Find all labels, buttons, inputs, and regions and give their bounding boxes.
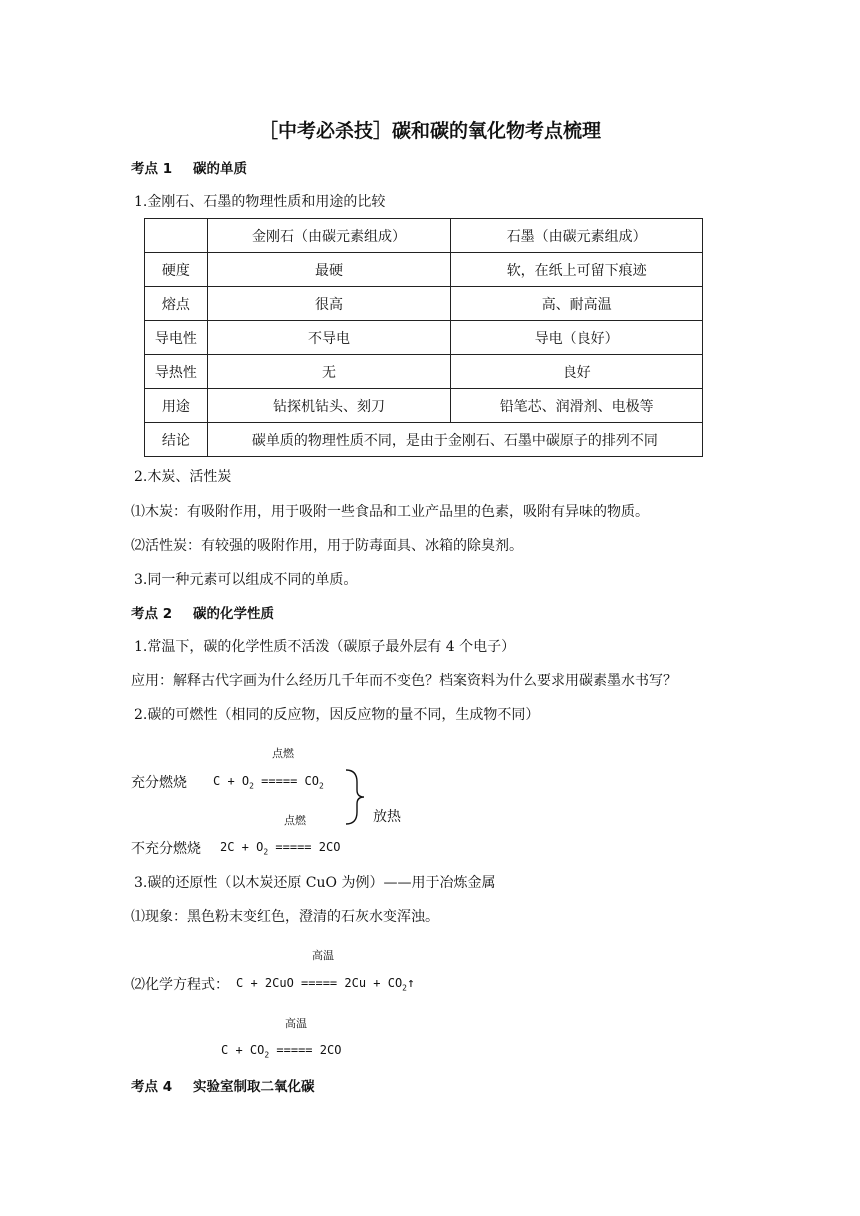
equation-label: ⑵化学方程式： <box>131 977 229 993</box>
table-cell: 最硬 <box>207 253 451 287</box>
equation-label: 充分燃烧 <box>131 775 187 791</box>
gas-arrow-icon: ↑ <box>407 976 415 991</box>
table-row <box>145 287 703 321</box>
table-row-conclusion <box>145 423 703 457</box>
section-number: 考点 4 <box>131 1079 173 1095</box>
section-number: 考点 1 <box>131 161 173 177</box>
table-row <box>145 389 703 423</box>
table-cell: 钻探机钻头、刻刀 <box>207 389 451 423</box>
table-row <box>145 253 703 287</box>
table-row <box>145 321 703 355</box>
table-cell: 导电（良好） <box>451 321 703 355</box>
table-header-cell: 石墨（由碳元素组成） <box>451 219 703 253</box>
equation-incomplete-combustion <box>220 840 340 856</box>
equation-part: C + O <box>213 774 250 788</box>
reaction-condition: 点燃 <box>284 814 306 827</box>
page-title: ［中考必杀技］碳和碳的氧化物考点梳理 <box>258 120 601 142</box>
section-label: 实验室制取二氧化碳 <box>193 1079 315 1095</box>
equation-part: ===== CO <box>253 774 319 788</box>
table-cell: 导电性 <box>145 321 208 355</box>
equation-part: 2C + O <box>220 840 264 854</box>
equation-part: ===== 2CO <box>269 1043 342 1057</box>
table-cell: 熔点 <box>145 287 208 321</box>
table-cell: 良好 <box>451 355 703 389</box>
table-cell: 导热性 <box>145 355 208 389</box>
subscript: 2 <box>249 781 254 791</box>
subheading-2-2: 2.碳的可燃性（相同的反应物，因反应物的量不同，生成物不同） <box>134 707 540 723</box>
subheading-2-3: 3.碳的还原性（以木炭还原 CuO 为例）——用于冶炼金属 <box>134 875 496 891</box>
subheading-1-1: 1.金刚石、石墨的物理性质和用途的比较 <box>134 194 386 210</box>
subscript: 2 <box>318 781 324 791</box>
section-label: 碳的化学性质 <box>193 606 274 622</box>
subheading-1-3: 3.同一种元素可以组成不同的单质。 <box>134 572 358 588</box>
equation-complete-combustion <box>213 774 324 790</box>
section-number: 考点 2 <box>131 606 173 622</box>
section-heading-4 <box>131 1075 315 1095</box>
right-brace-icon <box>343 768 367 826</box>
equation-part: C + CO <box>221 1043 265 1057</box>
table-cell: 不导电 <box>207 321 451 355</box>
table-cell-conclusion: 碳单质的物理性质不同，是由于金刚石、石墨中碳原子的排列不同 <box>207 423 702 457</box>
subheading-1-2: 2.木炭、活性炭 <box>134 469 232 485</box>
comparison-table <box>144 218 703 457</box>
section-heading-1 <box>131 157 247 177</box>
reaction-condition: 高温 <box>285 1017 307 1030</box>
table-header-row <box>145 219 703 253</box>
equation-reduction-cuo <box>236 976 415 992</box>
table-cell: 铅笔芯、润滑剂、电极等 <box>451 389 703 423</box>
equation-part: C + 2CuO ===== 2Cu + CO <box>236 976 403 990</box>
paragraph-charcoal: ⑴木炭：有吸附作用，用于吸附一些食品和工业产品里的色素，吸附有异味的物质。 <box>131 504 649 520</box>
table-cell: 硬度 <box>145 253 208 287</box>
table-cell: 结论 <box>145 423 208 457</box>
table-cell: 用途 <box>145 389 208 423</box>
paragraph-application: 应用：解释古代字画为什么经历几千年而不变色？档案资料为什么要求用碳素墨水书写？ <box>131 673 677 689</box>
equation-reduction-co2 <box>221 1043 341 1059</box>
subscript: 2 <box>264 1050 270 1060</box>
table-header-cell <box>145 219 208 253</box>
paragraph-phenomenon: ⑴现象：黑色粉末变红色，澄清的石灰水变浑浊。 <box>131 909 439 925</box>
subheading-2-1: 1.常温下，碳的化学性质不活泼（碳原子最外层有 4 个电子） <box>134 639 516 655</box>
table-row <box>145 355 703 389</box>
reaction-condition: 点燃 <box>272 747 294 760</box>
subscript: 2 <box>402 983 407 993</box>
section-heading-2 <box>131 602 274 622</box>
section-label: 碳的单质 <box>193 161 247 177</box>
subscript: 2 <box>263 847 269 857</box>
equation-part: ===== 2CO <box>268 840 341 854</box>
table-cell: 无 <box>207 355 451 389</box>
paragraph-activated-carbon: ⑵活性炭：有较强的吸附作用，用于防毒面具、冰箱的除臭剂。 <box>131 538 523 554</box>
table-header-cell: 金刚石（由碳元素组成） <box>207 219 451 253</box>
table-cell: 软，在纸上可留下痕迹 <box>451 253 703 287</box>
table-cell: 很高 <box>207 287 451 321</box>
table-cell: 高、耐高温 <box>451 287 703 321</box>
equation-label: 不充分燃烧 <box>131 841 201 857</box>
reaction-condition: 高温 <box>312 949 334 962</box>
heat-release-label: 放热 <box>373 809 401 825</box>
